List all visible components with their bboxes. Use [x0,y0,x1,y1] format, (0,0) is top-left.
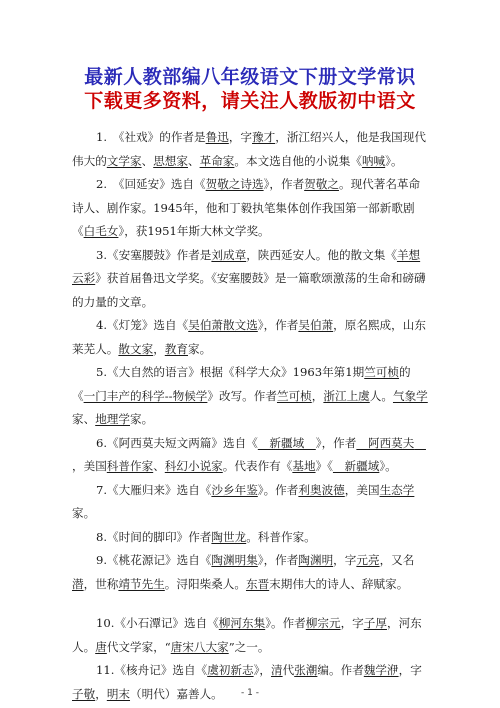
underlined-term: 白毛女 [83,224,119,238]
underlined-term: 竺可桢 [364,365,400,379]
text-segment: 4.《灯笼》选自《 [96,318,189,332]
underlined-term: 思想家 [153,153,188,168]
text-segment: 人。 [369,388,393,403]
text-segment: ， [311,388,324,403]
text-segment: ，世称 [83,576,119,591]
underlined-term: 竺可桢 [276,388,312,403]
underlined-term: 沙乡年鉴 [211,482,258,497]
text-segment: ，字 [333,553,357,567]
underlined-term: 吴伯萧散文选 [188,318,258,332]
underlined-term: 吴伯萧 [298,318,334,332]
underlined-term: 散文家 [118,341,154,356]
text-segment: 家。 [72,506,96,520]
text-segment: 家。 [130,412,154,426]
underlined-term: 气象学 [392,388,428,403]
list-item [72,314,428,361]
text-segment: 》改写。作者 [207,388,277,403]
text-segment: ，浙江绍兴人，他是我国现代伟大的 [72,130,426,168]
list-item [72,549,428,596]
list-item [72,612,428,659]
text-segment: 。本文选自他的小说集《 [234,153,362,168]
underlined-term: 贺敬之诗选 [205,177,264,191]
text-segment: ，字 [398,663,422,677]
text-segment: 的《 [72,365,411,403]
text-segment: 末期伟大的诗人、辞赋家。 [269,576,409,591]
underlined-term: 地理学 [95,412,130,426]
underlined-term: 元亮 [356,553,380,567]
text-segment: 编。作者 [317,663,364,677]
text-segment: 家。 [188,341,212,356]
text-segment: 2. 《回延安》选自《 [96,177,206,191]
paragraph-gap [72,596,428,612]
underlined-term: 阿西莫夫 [356,435,426,450]
text-segment: 6.《阿西莫夫短文两篇》选自《 [96,435,258,450]
underlined-term: 清 [270,663,283,677]
text-segment: 》。作者 [265,616,306,630]
underlined-term: 豫才 [252,130,276,144]
underlined-term: 浙江上虞 [323,388,370,403]
text-segment: ， [153,341,165,356]
underlined-term: 科普作家 [106,459,154,473]
text-segment: 。科普作家。 [246,529,316,544]
page-title: 最新人教部编八年级语文下册文学常识 [84,66,416,88]
text-segment: 。浔阳柴桑人。 [164,576,246,591]
underlined-term: 贺敬之 [304,177,339,191]
text-segment: 》， [253,663,271,677]
page-subtitle: 下载更多资料，请关注人教版初中语文 [84,90,416,112]
underlined-term: 子厚 [363,616,387,630]
text-segment: 。代表作有《 [222,459,293,473]
text-segment: 7.《大雁归来》选自《 [96,482,212,497]
text-segment: 》。 [379,459,397,473]
text-segment: 》。作者 [257,482,299,497]
underlined-term: 唐 [95,639,107,654]
underlined-term: 东晋 [245,576,270,591]
list-item [72,244,428,315]
text-segment: 》，作者 [257,553,299,567]
text-segment: 。现代著名革命诗人、剧作家。1945年，他和丁毅执笔集体创作我国第一部新歌剧《 [72,177,421,238]
text-segment: ，美国 [72,459,107,473]
text-segment: ，美国 [344,482,380,497]
underlined-term: 潜 [72,576,84,591]
underlined-term: 虞初新志 [207,663,254,677]
underlined-term: 魏学洢 [363,663,399,677]
underlined-term: 刘成章 [211,247,247,262]
text-segment: 11.《核舟记》选自《 [96,663,208,677]
underlined-term: 新疆域 [332,459,380,473]
text-segment: 代文学家，“ [106,639,171,654]
text-segment: ，河东人。 [72,616,422,654]
text-segment: ，字 [228,130,253,144]
underlined-term: 鲁迅 [205,130,229,144]
underlined-term: 革命家 [199,153,235,168]
text-segment: 》，获1951年斯大林文学奖。 [118,224,270,238]
underlined-term: 子敬 [72,686,96,701]
text-segment: ，字 [340,616,364,630]
underlined-term: 张潮 [294,663,318,677]
list-item [72,173,428,244]
text-segment: 家、 [72,412,96,426]
text-segment: 》，作者 [257,318,299,332]
underlined-term: 科幻小说家 [164,459,223,473]
underlined-term: 羊想云彩 [72,247,421,285]
text-segment: ”之一。 [228,639,270,654]
underlined-term: 柳宗元 [305,616,341,630]
text-segment: ，原名熙成，山东莱芜人。 [72,318,426,356]
list-item [72,479,428,526]
text-segment: 》，作者 [315,435,357,450]
list-item [72,526,428,550]
text-segment: 5.《大自然的语言》根据《科学大众》1963年第1期 [96,365,365,379]
underlined-term: 明末 [106,686,131,701]
document-body [72,126,428,706]
text-segment: ，陕西延安人。他的散文集《 [246,247,397,262]
list-item [72,361,428,432]
list-item [72,126,428,173]
underlined-term: 陶世龙 [211,529,247,544]
underlined-term: 唐宋八大家 [170,639,229,654]
text-segment: 3.《安塞腰鼓》作者是 [96,247,212,262]
underlined-term: 教育 [164,341,188,356]
underlined-term: 陶渊明集 [211,553,258,567]
list-item [72,432,428,479]
text-segment: ，又名 [379,553,415,567]
page-number: - 1 - [241,688,259,698]
text-segment: 》获首届鲁迅文学奖。《安塞腰鼓》是一篇歌颂激荡的生命和磅礴的力量的文章。 [72,271,426,309]
underlined-term: 文学家 [106,153,142,168]
text-segment: （明代）嘉善人。 [130,686,223,701]
text-segment: 9.《桃花源记》选自《 [96,553,212,567]
underlined-term: 陶渊明 [298,553,334,567]
text-segment: 、 [153,459,165,473]
text-segment: 》《 [315,459,333,473]
text-segment: 》。 [385,153,403,168]
text-segment: 10.《小石潭记》选自《 [96,616,219,630]
text-segment: 、 [141,153,154,168]
underlined-term: 基地 [292,459,316,473]
text-segment: 代 [282,663,295,677]
text-segment: 1. 《社戏》的作者是 [96,130,206,144]
underlined-term: 柳河东集 [218,616,266,630]
list-item [72,659,428,706]
text-segment: 8.《时间的脚印》作者 [96,529,212,544]
underlined-term: 利奥波德 [298,482,345,497]
underlined-term: 靖节先生 [118,576,165,591]
underlined-term: 一门丰产的科学--物候学 [83,388,208,403]
underlined-term: 呐喊 [361,153,386,168]
underlined-term: 新疆域 [257,435,316,450]
underlined-term: 生态学 [379,482,415,497]
text-segment: ， [95,686,107,701]
text-segment: 、 [188,153,200,168]
text-segment: 》，作者 [263,177,305,191]
